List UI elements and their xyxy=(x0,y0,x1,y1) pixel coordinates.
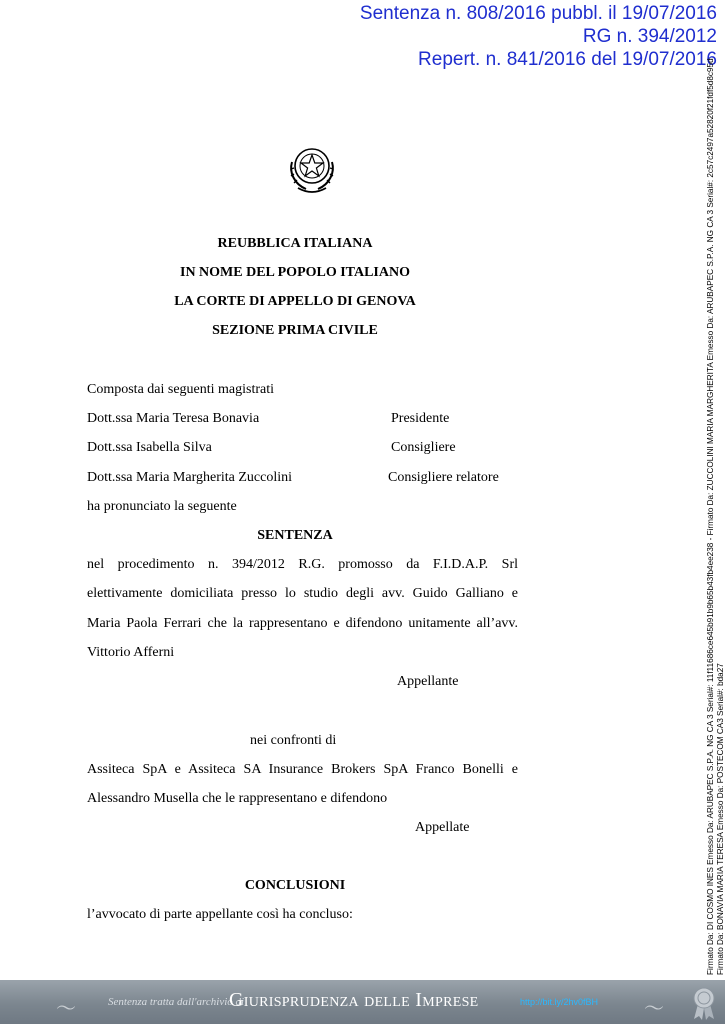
judge-name: Dott.ssa Maria Teresa Bonavia xyxy=(87,411,260,426)
footer-archive-text: Sentenza tratta dall'archivio di xyxy=(108,996,245,1008)
body-line: Assiteca SpA e Assiteca SA Insurance Brokers SpA Franco Bonelli e xyxy=(87,762,518,777)
ornament-icon: 〜 xyxy=(56,996,76,1020)
body-line: nel procedimento n. 394/2012 R.G. promosso da F.I.D.A.P. Srl xyxy=(87,557,518,572)
appellante-label: Appellante xyxy=(397,674,459,689)
header-people: IN NOME DEL POPOLO ITALIANO xyxy=(180,265,410,280)
signature-line-2: Firmato Da: BONAVIA MARIA TERESA Emesso Da: POSTECOM CA3 Serial#: bda27 xyxy=(716,663,725,975)
body-line: elettivamente domiciliata presso lo studio degli avv. Guido Galliano e xyxy=(87,586,518,601)
appellate-label: Appellate xyxy=(415,820,470,835)
italian-republic-emblem xyxy=(286,142,338,196)
digital-signature-strip xyxy=(706,0,725,975)
signature-line-1: Firmato Da: DI COSMO INES Emesso Da: ARUBAPEC S.P.A. NG CA 3 Serial#: 11f11686ce645b91b9b65b43fb4ee238 - Firmato Da: ZUCCOLINI MARIA MARGHERITA Emesso Da: ARUBAPEC S.P.A. NG CA 3 Serial#: 2c57c2497a52820f21fdf5d8c95d xyxy=(706,58,715,975)
judge-name: Dott.ssa Maria Margherita Zuccolini xyxy=(87,470,293,485)
seal-ribbon-icon xyxy=(689,986,719,1020)
registration-stamp xyxy=(360,2,717,71)
pronounced-line: ha pronunciato la seguente xyxy=(87,499,237,514)
archive-footer-banner xyxy=(0,980,725,1024)
sentenza-title: SENTENZA xyxy=(257,528,333,543)
judge-role: Consigliere xyxy=(391,440,456,455)
judge-name: Dott.ssa Isabella Silva xyxy=(87,440,212,455)
body-line: Alessandro Musella che le rappresentano e difendono xyxy=(87,791,388,806)
confronti-label: nei confronti di xyxy=(250,733,337,748)
composition-intro: Composta dai seguenti magistrati xyxy=(87,382,275,397)
stamp-repert-line: Repert. n. 841/2016 del 19/07/2016 xyxy=(418,49,717,70)
stamp-rg-line: RG n. 394/2012 xyxy=(582,26,717,47)
body-line: Maria Paola Ferrari che la rappresentano e difendono unitamente all’avv. xyxy=(87,616,518,631)
body-line: Vittorio Afferni xyxy=(87,645,175,660)
conclusioni-text: l’avvocato di parte appellante così ha concluso: xyxy=(87,907,353,922)
header-section: SEZIONE PRIMA CIVILE xyxy=(212,323,378,338)
conclusioni-title: CONCLUSIONI xyxy=(244,878,346,893)
footer-link[interactable]: http://bit.ly/2hv0fBH xyxy=(520,997,599,1007)
footer-brand: Giurisprudenza delle Imprese xyxy=(229,989,479,1011)
header-court: LA CORTE DI APPELLO DI GENOVA xyxy=(174,294,416,309)
judge-role: Presidente xyxy=(391,411,450,426)
header-republic: REUBBLICA ITALIANA xyxy=(217,236,373,251)
judge-role: Consigliere relatore xyxy=(388,470,499,485)
ornament-icon: 〜 xyxy=(644,996,664,1020)
stamp-sentenza-line: Sentenza n. 808/2016 pubbl. il 19/07/2016 xyxy=(359,3,717,24)
